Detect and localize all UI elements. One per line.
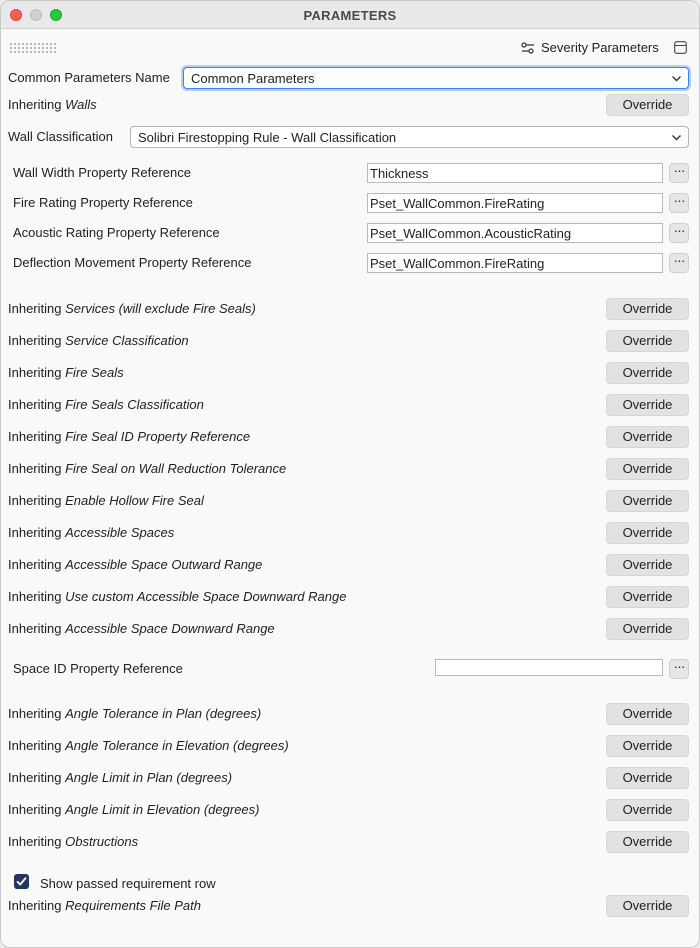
sliders-icon xyxy=(521,42,535,54)
show-passed-row xyxy=(1,873,699,895)
title-bar xyxy=(1,1,699,29)
override-button[interactable]: Override xyxy=(606,554,689,576)
deflection-movement-property-input[interactable] xyxy=(367,253,663,273)
inherit-label: Inheriting Angle Tolerance in Plan (degrees) xyxy=(8,706,262,721)
inherit-label: Inheriting Fire Seals xyxy=(8,365,124,380)
browse-button[interactable]: ··· xyxy=(669,163,689,183)
inherit-row xyxy=(1,458,699,480)
inherit-label: Inheriting Fire Seal on Wall Reduction Tolerance xyxy=(8,461,287,476)
override-button[interactable]: Override xyxy=(606,94,689,116)
browse-button[interactable]: ··· xyxy=(669,659,689,679)
inherit-row xyxy=(1,426,699,448)
override-button[interactable]: Override xyxy=(606,490,689,512)
inherit-row xyxy=(1,522,699,544)
inherit-label: Inheriting Fire Seals Classification xyxy=(8,397,204,412)
property-value: Pset_WallCommon.AcousticRating xyxy=(370,226,572,241)
show-passed-checkbox[interactable] xyxy=(14,874,29,889)
inherit-row xyxy=(1,586,699,608)
checkmark-icon xyxy=(16,876,27,887)
property-label: Acoustic Rating Property Reference xyxy=(13,225,220,240)
property-value: Thickness xyxy=(370,166,429,181)
override-button[interactable]: Override xyxy=(606,298,689,320)
wall-width-property-input[interactable] xyxy=(367,163,663,183)
acoustic-rating-property-input[interactable] xyxy=(367,223,663,243)
override-button[interactable]: Override xyxy=(606,394,689,416)
override-button[interactable]: Override xyxy=(606,895,689,917)
deflection-movement-property-row xyxy=(1,252,699,274)
override-button[interactable]: Override xyxy=(606,458,689,480)
inherit-row xyxy=(1,735,699,757)
override-button[interactable]: Override xyxy=(606,522,689,544)
inherit-row xyxy=(1,767,699,789)
override-button[interactable]: Override xyxy=(606,767,689,789)
inherit-row xyxy=(1,394,699,416)
inherit-row xyxy=(1,618,699,640)
inherit-label: Inheriting Services (will exclude Fire Seals) xyxy=(8,301,256,316)
common-parameters-label: Common Parameters Name xyxy=(8,70,170,85)
browse-button[interactable]: ··· xyxy=(669,253,689,273)
common-parameters-select[interactable] xyxy=(183,67,689,89)
inherit-row xyxy=(1,298,699,320)
inherit-row xyxy=(1,554,699,576)
inherit-label: Inheriting Angle Tolerance in Elevation (degrees) xyxy=(8,738,289,753)
common-parameters-row xyxy=(1,67,699,89)
space-id-property-row xyxy=(1,658,699,680)
common-parameters-value: Common Parameters xyxy=(191,71,315,86)
inherit-label: Inheriting Obstructions xyxy=(8,834,139,849)
inherit-label: Inheriting Angle Limit in Elevation (degrees) xyxy=(8,802,260,817)
severity-parameters-label: Severity Parameters xyxy=(541,40,659,55)
inherit-label: Inheriting Angle Limit in Plan (degrees) xyxy=(8,770,233,785)
property-label: Wall Width Property Reference xyxy=(13,165,191,180)
chevron-down-icon xyxy=(671,73,682,84)
severity-parameters-button[interactable] xyxy=(521,40,659,55)
inherit-label: Inheriting Accessible Space Downward Range xyxy=(8,621,275,636)
override-button[interactable]: Override xyxy=(606,586,689,608)
fire-rating-property-input[interactable] xyxy=(367,193,663,213)
property-label: Space ID Property Reference xyxy=(13,661,183,676)
inherit-label: Inheriting Enable Hollow Fire Seal xyxy=(8,493,204,508)
override-button[interactable]: Override xyxy=(606,799,689,821)
override-button[interactable]: Override xyxy=(606,703,689,725)
inherit-row xyxy=(1,362,699,384)
wall-classification-value: Solibri Firestopping Rule - Wall Classification xyxy=(138,130,397,145)
inherit-label: Inheriting Fire Seal ID Property Reference xyxy=(8,429,251,444)
inherit-row xyxy=(1,490,699,512)
show-passed-label: Show passed requirement row xyxy=(40,876,216,891)
browse-button[interactable]: ··· xyxy=(669,223,689,243)
inherit-row xyxy=(1,799,699,821)
inherit-row xyxy=(1,330,699,352)
property-value: Pset_WallCommon.FireRating xyxy=(370,196,545,211)
fire-rating-property-row xyxy=(1,192,699,214)
property-label: Deflection Movement Property Reference xyxy=(13,255,252,270)
wall-width-property-row xyxy=(1,162,699,184)
override-button[interactable]: Override xyxy=(606,618,689,640)
wall-classification-label: Wall Classification xyxy=(8,129,113,144)
inherit-label: Inheriting Service Classification xyxy=(8,333,189,348)
acoustic-rating-property-row xyxy=(1,222,699,244)
chevron-down-icon xyxy=(671,132,682,143)
inherit-label: Inheriting Accessible Spaces xyxy=(8,525,175,540)
inherit-row-requirements xyxy=(1,895,699,917)
wall-classification-select[interactable] xyxy=(130,126,689,148)
inherit-label: Inheriting Requirements File Path xyxy=(8,898,201,913)
panel-layout-icon[interactable] xyxy=(674,41,687,54)
override-button[interactable]: Override xyxy=(606,426,689,448)
inherit-label: Inheriting Use custom Accessible Space Downward Range xyxy=(8,589,347,604)
space-id-property-input[interactable] xyxy=(435,659,663,676)
property-label: Fire Rating Property Reference xyxy=(13,195,193,210)
browse-button[interactable]: ··· xyxy=(669,193,689,213)
inherit-row xyxy=(1,703,699,725)
override-button[interactable]: Override xyxy=(606,735,689,757)
window-title: PARAMETERS xyxy=(303,8,397,23)
property-value: Pset_WallCommon.FireRating xyxy=(370,256,545,271)
inherit-label: Inheriting Walls xyxy=(8,97,97,112)
inherit-row-walls xyxy=(1,94,699,116)
wall-classification-row xyxy=(1,126,699,148)
override-button[interactable]: Override xyxy=(606,831,689,853)
parameters-panel xyxy=(1,30,699,947)
drag-handle-icon[interactable] xyxy=(9,42,57,54)
override-button[interactable]: Override xyxy=(606,330,689,352)
override-button[interactable]: Override xyxy=(606,362,689,384)
inherit-row xyxy=(1,831,699,853)
inherit-label: Inheriting Accessible Space Outward Range xyxy=(8,557,263,572)
